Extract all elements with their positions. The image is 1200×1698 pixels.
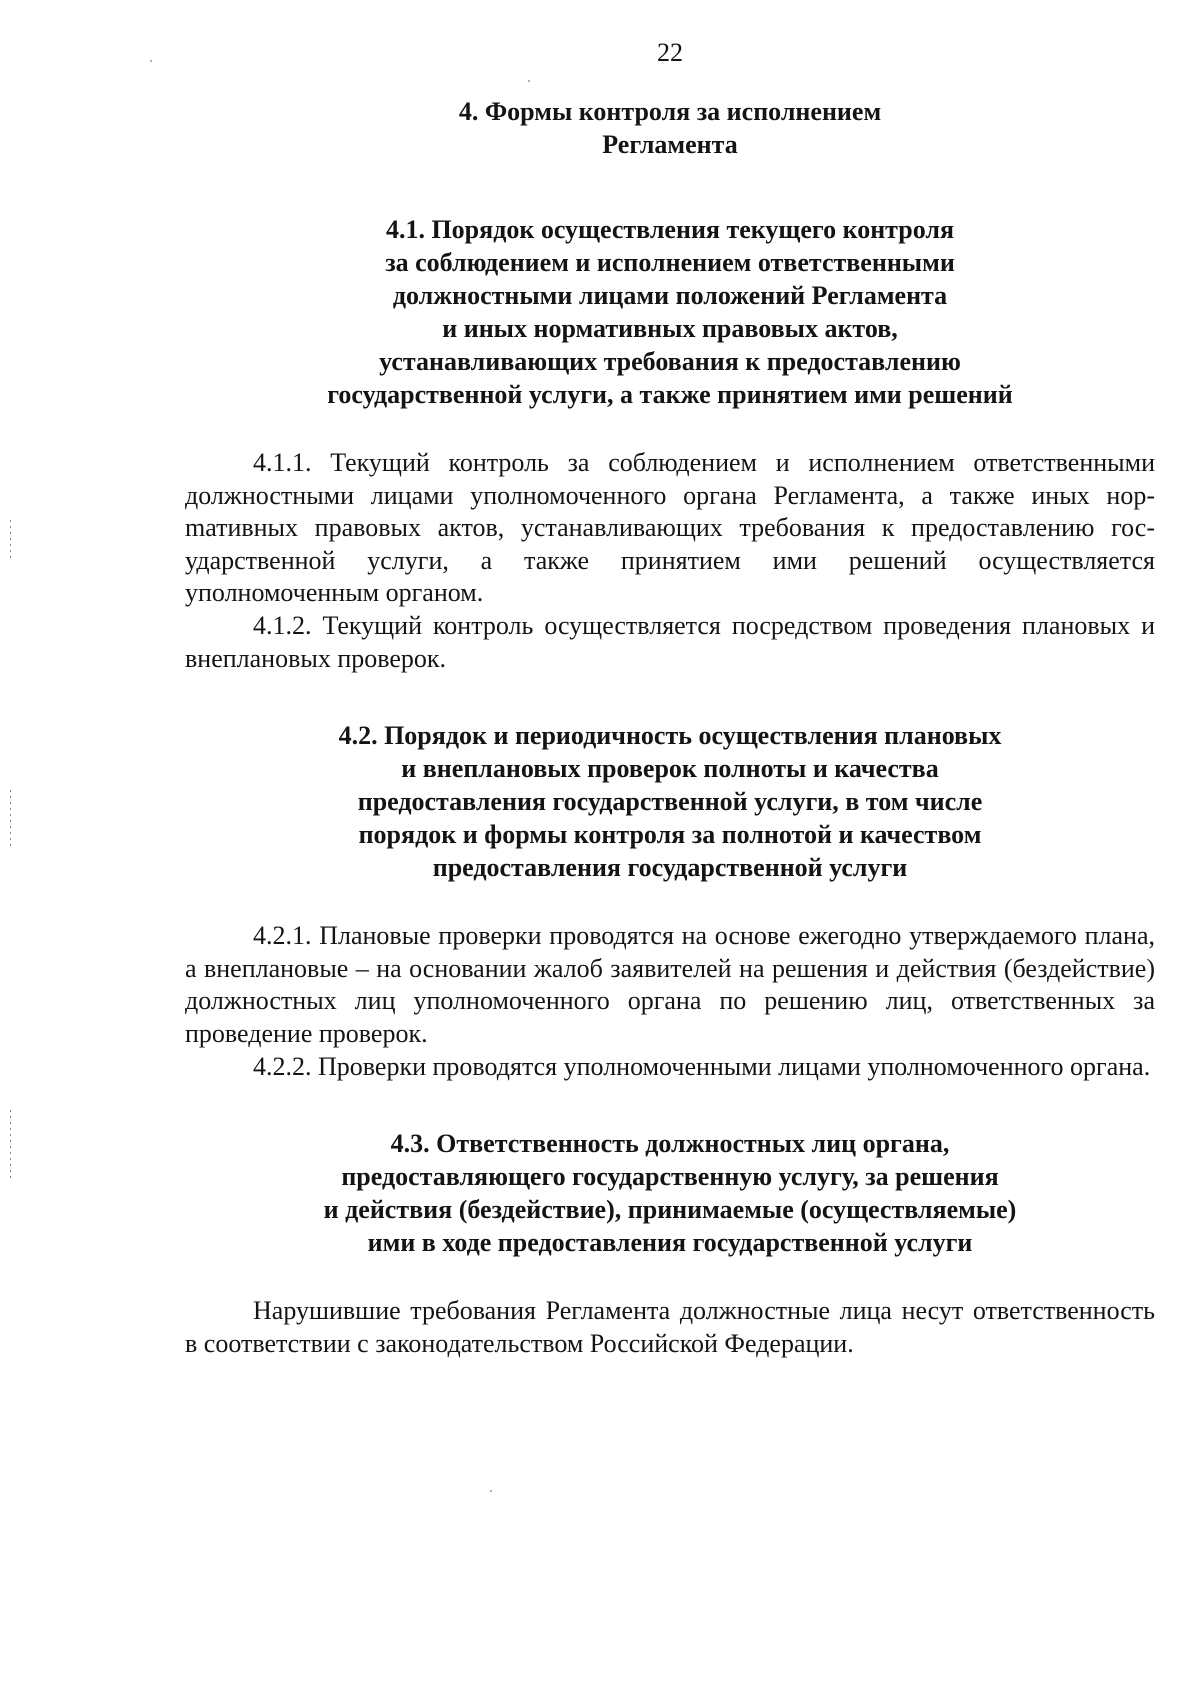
section-title-line: 4.1. Порядок осуществления текущего контроля [385,215,955,244]
scan-speck [490,1490,492,1492]
paragraph-4-1-2: 4.1.2. Текущий контроль осуществляется посредством проведения плановых и внеплановых проверок. [185,610,1155,673]
section-title [185,719,1155,884]
scan-margin-mark [10,790,11,850]
section-title-line: должностными лицами положений Регламента [392,281,948,310]
section-title-line: за соблюдением и исполнением ответственными [385,248,955,277]
spacer [185,1083,1155,1127]
scan-margin-mark [10,1110,11,1180]
section-title-line: и внеплановых проверок полноты и качества [401,754,939,784]
spacer [185,161,1155,213]
section-title-line: устанавливающих требования к предоставлению [379,347,961,376]
section-title-line: 4.3. Ответственность должностных лиц органа, [390,1129,950,1159]
document-body [185,96,1155,1360]
section-title-line: предоставляющего государственную услугу, за решения [341,1162,999,1192]
section-title-line: 4.2. Порядок и периодичность осуществления плановых [338,721,1002,751]
spacer [185,411,1155,447]
section-title [185,1127,1155,1259]
section-4-3 [185,1127,1155,1360]
section-title-line: и действия (бездействие), принимаемые (осуществляемые) [323,1195,1017,1225]
section-title [185,213,1155,411]
section-title-line: и иных нормативных правовых актов, [442,314,898,343]
paragraph-4-1-1: 4.1.1. Текущий контроль за соблюдением и исполнением ответственными должностными лицами уполномоченного органа Регламента, а также иных норmативных правовых актов, устанавливающих требования к предоставлению государственной услуги, а также принятием ими решений осуществляется уполномоченным органом. [185,448,1155,608]
section-title-line: порядок и формы контроля за полнотой и качеством [358,820,982,850]
paragraph-4-2-2: 4.2.2. Проверки проводятся уполномоченными лицами уполномоченного органа. [253,1051,1151,1081]
spacer [185,884,1155,920]
page-number: 22 [657,38,683,67]
chapter-heading [185,96,1155,161]
section-4-1 [185,213,1155,675]
paragraph-4-2-1: 4.2.1. Плановые проверки проводятся на основе ежегодно утверждаемого плана, а внеплановые – на основании жалоб заявителей на решения и действия (бездействие) должностных лиц уполномоченного органа по решению лиц, ответственных за проведение проверок. [185,921,1155,1048]
section-title-line: предоставления государственной услуги, в том числе [357,787,983,817]
section-title-line: ими в ходе предоставления государственной услуги [367,1228,973,1258]
chapter-heading-line: 4. Формы контроля за исполнением [458,97,882,126]
scan-margin-mark [10,520,11,560]
spacer [185,675,1155,719]
section-title-line: предоставления государственной услуги [432,853,908,883]
spacer [185,1259,1155,1295]
section-4-2 [185,719,1155,1083]
section-title-line: государственной услуги, а также принятием ими решений [327,380,1013,409]
paragraph-4-3: Нарушившие требования Регламента должностные лица несут ответственность в соответствии с законодательством Российской Федерации. [185,1296,1155,1358]
chapter-heading-line: Регламента [602,129,738,159]
scan-speck [528,80,530,82]
